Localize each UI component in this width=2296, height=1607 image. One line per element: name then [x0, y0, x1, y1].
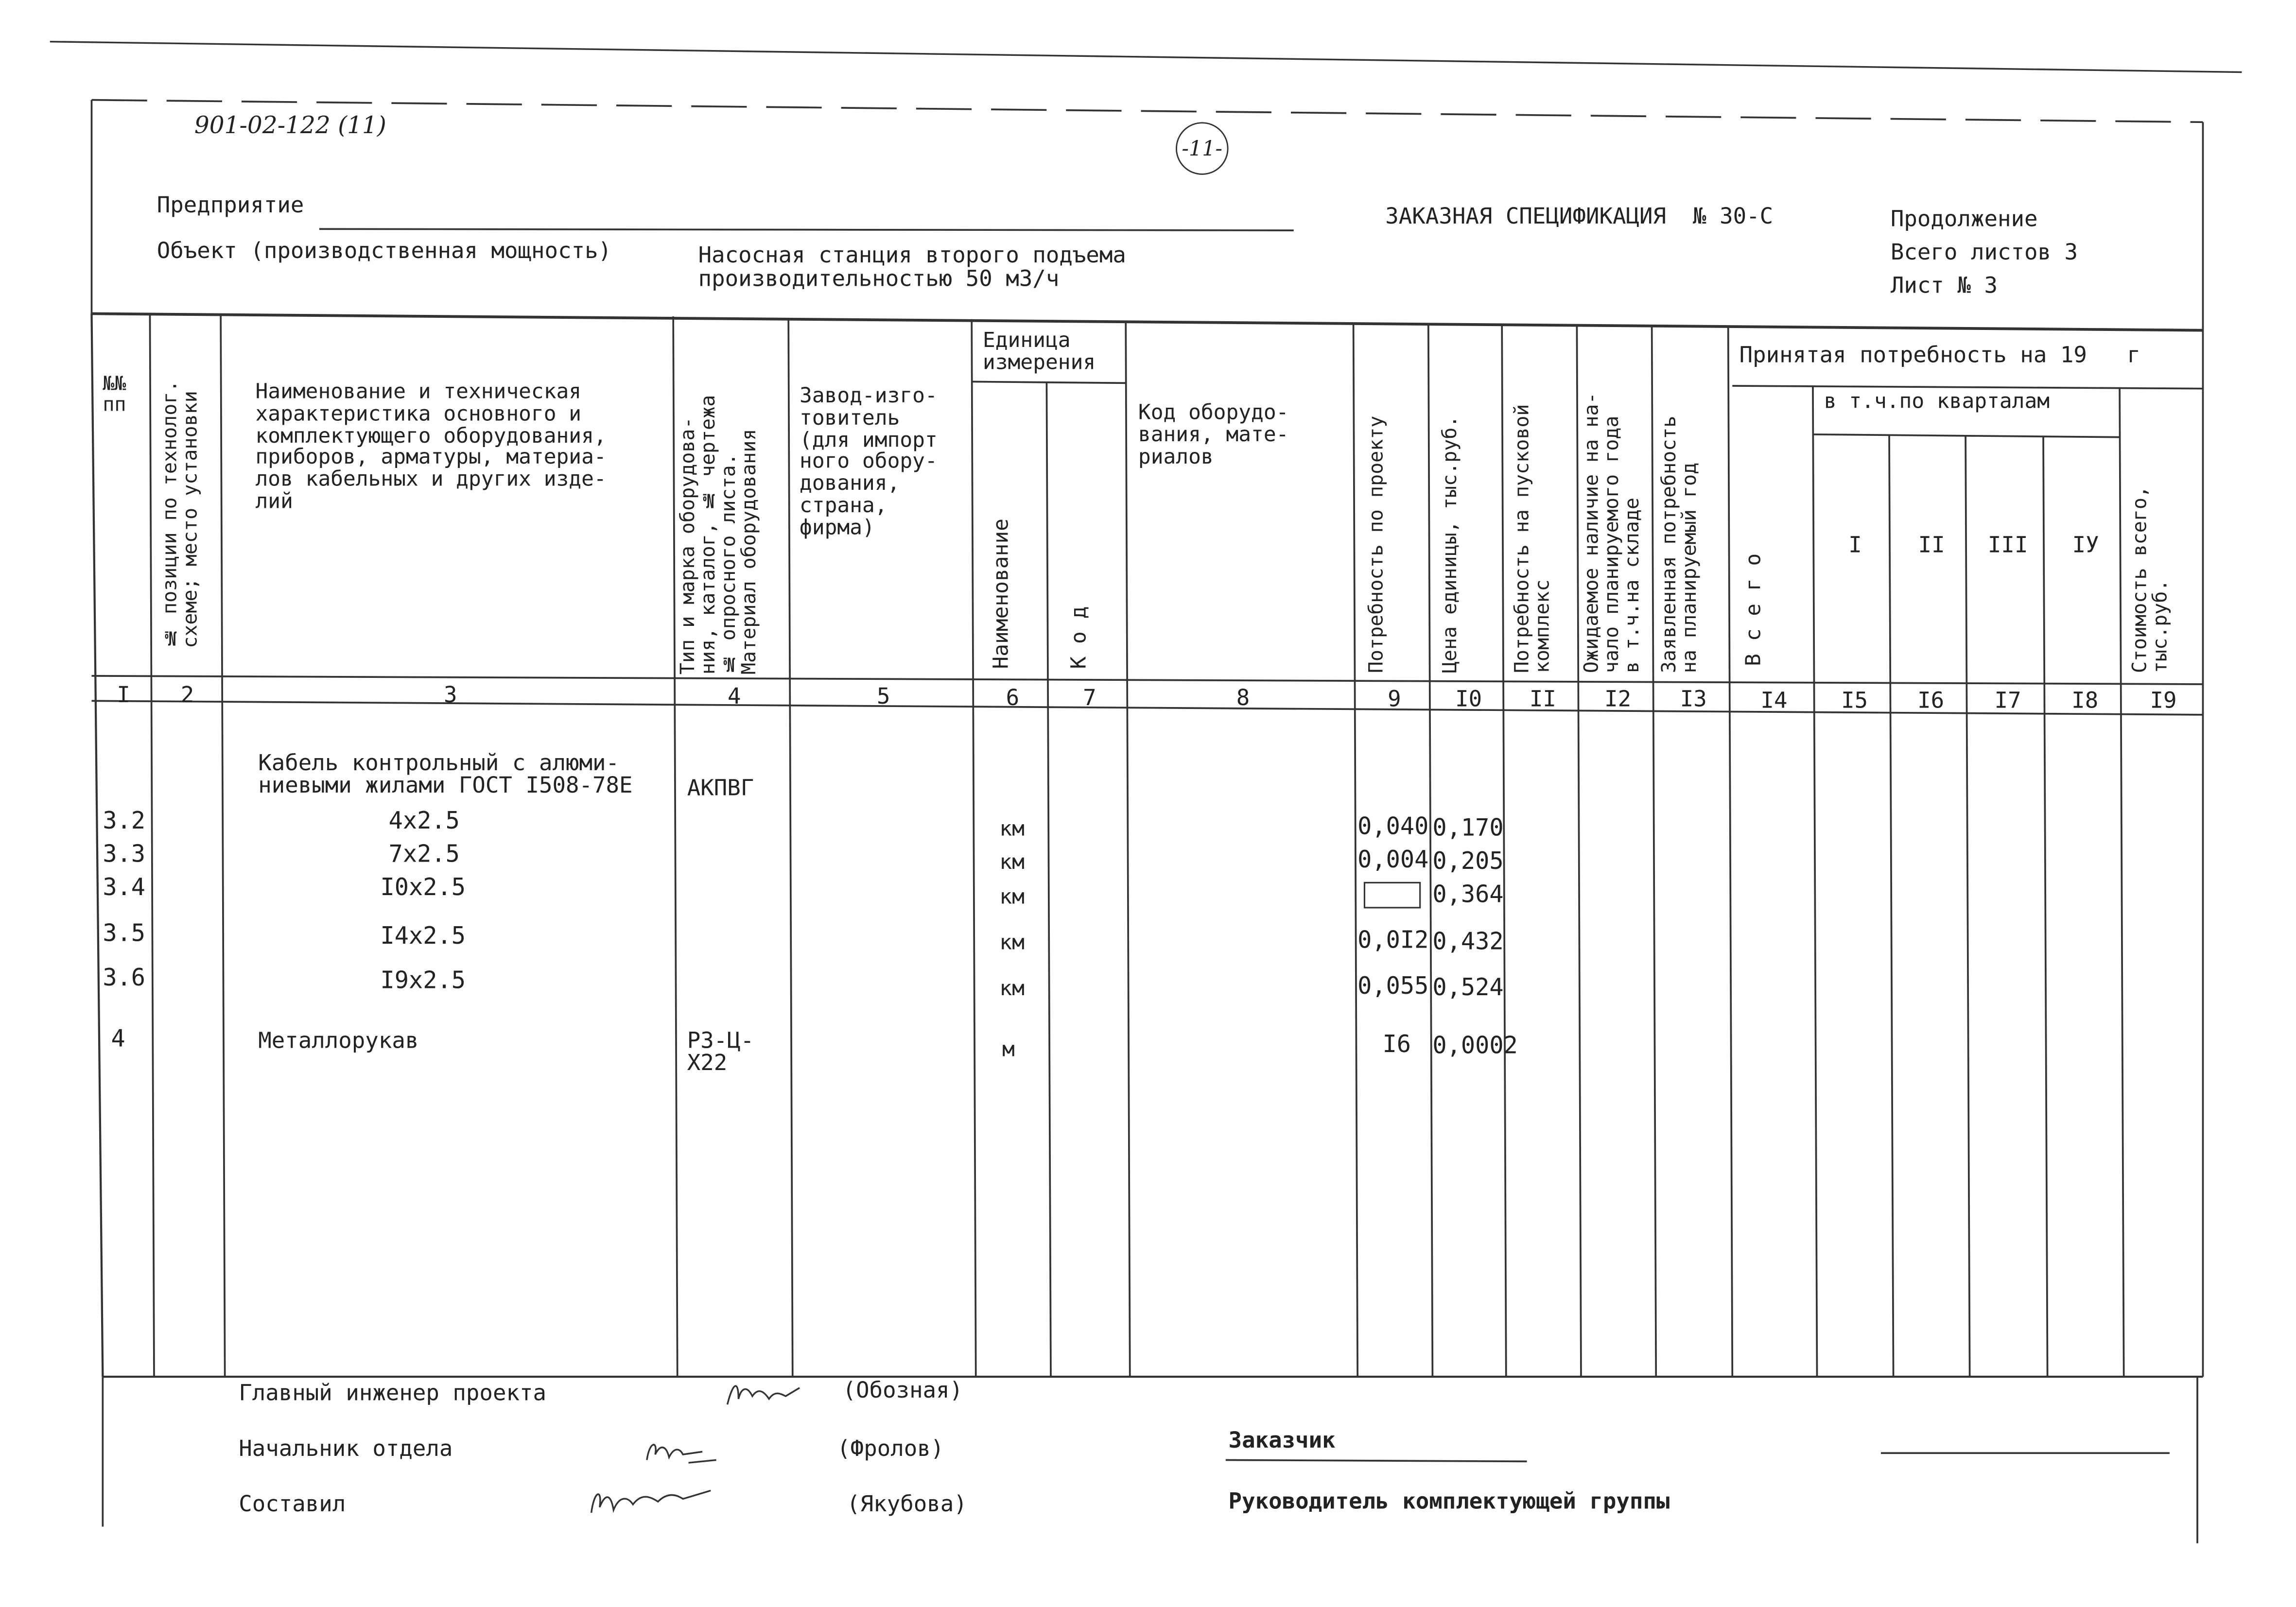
row-type-line1: РЗ-Ц-	[687, 1027, 754, 1054]
col-number: I3	[1680, 685, 1707, 712]
row-number: 3.5	[103, 920, 146, 948]
object-label: Объект (производственная мощность)	[157, 237, 612, 264]
col-number: I5	[1841, 687, 1868, 713]
col-number: 2	[180, 681, 194, 708]
chief-engineer-name: (Обозная)	[842, 1377, 963, 1403]
object-value-line1: Насосная станция второго подъема	[698, 241, 1126, 268]
chief-engineer-signature	[722, 1374, 805, 1416]
col-10-header: Цена единицы, тыс.руб.	[1439, 415, 1462, 674]
department-head-signature	[641, 1432, 724, 1471]
document-code: 901-02-122 (11)	[194, 112, 386, 140]
row-name: Металлорукав	[258, 1027, 419, 1054]
col-18-header: IУ	[2072, 531, 2099, 558]
col-11-header: Потребность на пусковой комплекс	[1512, 404, 1554, 674]
col-19-header: Стоимость всего, тыс.руб.	[2129, 486, 2172, 674]
row-name: 4х2.5	[388, 808, 460, 836]
row-unit: км	[999, 975, 1025, 1001]
col-number: 7	[1083, 684, 1096, 711]
unit-group-header: Единица измерения	[983, 328, 1096, 375]
page-number-stamp	[1176, 122, 1229, 175]
row-unit: км	[999, 849, 1025, 875]
col-number: 9	[1388, 685, 1401, 712]
col-16-header: II	[1918, 531, 1945, 558]
col-number: 3	[443, 681, 457, 708]
col-number: I8	[2071, 687, 2099, 713]
col-15-header: I	[1848, 531, 1862, 558]
row-number: 3.4	[103, 874, 146, 902]
col-4-header: Тип и марка оборудова- ния, каталог, № чертежа № опросного листа. Материал оборудования	[677, 395, 761, 675]
col-number: II	[1529, 685, 1556, 712]
row-price: 0,524	[1432, 974, 1504, 1002]
row-price: 0,0002	[1432, 1032, 1518, 1060]
col-number: I	[117, 681, 130, 708]
row-price: 0,170	[1432, 814, 1504, 843]
col-number: I0	[1455, 685, 1482, 712]
department-head-label: Начальник отдела	[239, 1435, 453, 1462]
row-number: 3.2	[103, 808, 146, 836]
row-unit: км	[999, 816, 1025, 841]
department-head-name: (Фролов)	[837, 1435, 944, 1462]
quarters-header: в т.ч.по кварталам	[1824, 388, 2050, 414]
compiled-by-signature	[583, 1479, 722, 1521]
sheet-number: Лист № 3	[1890, 272, 1998, 299]
enterprise-label: Предприятие	[157, 191, 304, 218]
page-number-text: -11-	[1182, 136, 1223, 161]
group-name-line2: ниевыми жилами ГОСТ I508-78Е	[258, 771, 633, 798]
row-quantity: 0,0I2	[1357, 927, 1429, 955]
row-price: 0,432	[1432, 928, 1504, 956]
col-6-header: Наименование	[988, 518, 1013, 669]
group-type: АКПВГ	[687, 774, 754, 801]
object-value-line2: производительностью 50 м3/ч	[698, 265, 1060, 292]
col-number: I2	[1604, 685, 1632, 712]
row-quantity: 0,040	[1357, 813, 1429, 841]
col-13-header: Заявленная потребность на планируемый год	[1658, 415, 1702, 674]
row-unit: м	[1002, 1037, 1015, 1062]
row-number: 4	[111, 1025, 125, 1054]
compiled-by-label: Составил	[239, 1490, 346, 1517]
compiled-by-name: (Якубова)	[847, 1490, 967, 1517]
row-number: 3.6	[103, 964, 146, 993]
group-head-label: Руководитель комплектующей группы	[1228, 1487, 1670, 1514]
row-unit: км	[999, 930, 1025, 955]
row-name: I4х2.5	[380, 923, 466, 951]
col-number: 4	[728, 683, 741, 709]
col-number: I6	[1917, 687, 1945, 713]
col-17-header: III	[1987, 531, 2028, 558]
col-5-header: Завод-изго- товитель (для импорт ного обору- дования, страна, фирма)	[800, 383, 938, 539]
row-name: 7х2.5	[388, 841, 460, 869]
col-7-header: К о д	[1066, 606, 1091, 669]
row-unit: км	[999, 884, 1025, 909]
row-name: I0х2.5	[380, 874, 466, 902]
group-name-line1: Кабель контрольный с алюми-	[258, 749, 620, 776]
col-number: I4	[1760, 687, 1788, 713]
col-3-header: Наименование и техническая характеристика основного и комплектующего оборудования, приборов, арматуры, материа- лов кабельных и других изде- лий	[255, 379, 607, 514]
spec-title: ЗАКАЗНАЯ СПЕЦИФИКАЦИЯ № 30-С	[1385, 202, 1774, 229]
total-sheets: Всего листов 3	[1890, 239, 2078, 265]
row-price: 0,205	[1432, 848, 1504, 876]
col-8-header: Код оборудо- вания, мате- риалов	[1138, 399, 1289, 468]
accepted-need-header: Принятая потребность на 19 г	[1739, 341, 2140, 368]
col-number: 5	[877, 683, 890, 709]
row-quantity: I6	[1382, 1031, 1411, 1059]
chief-engineer-label: Главный инженер проекта	[239, 1379, 547, 1406]
row-price: 0,364	[1432, 881, 1504, 909]
col-number: 8	[1236, 684, 1250, 711]
col-14-header: В с е г о	[1740, 553, 1766, 666]
col-number: I9	[2150, 687, 2177, 713]
col-number: 6	[1006, 684, 1020, 711]
row-quantity: 0,055	[1357, 973, 1429, 1001]
col-2-header: № позиции по технолог. схеме; место установки	[159, 380, 203, 648]
customer-label: Заказчик	[1228, 1426, 1336, 1453]
row-number: 3.3	[103, 841, 146, 869]
col-9-header: Потребность по проекту	[1366, 415, 1388, 674]
row-type-line2: Х22	[687, 1049, 728, 1076]
row-name: I9х2.5	[380, 967, 466, 995]
col-1-header: №№ пп	[103, 373, 126, 416]
row-quantity: 0,004	[1357, 847, 1429, 875]
continuation-label: Продолжение	[1890, 205, 2038, 232]
col-12-header: Ожидаемое наличие на на- чало планируемого года в т.ч.на складе	[1581, 392, 1644, 674]
col-number: I7	[1994, 687, 2021, 713]
